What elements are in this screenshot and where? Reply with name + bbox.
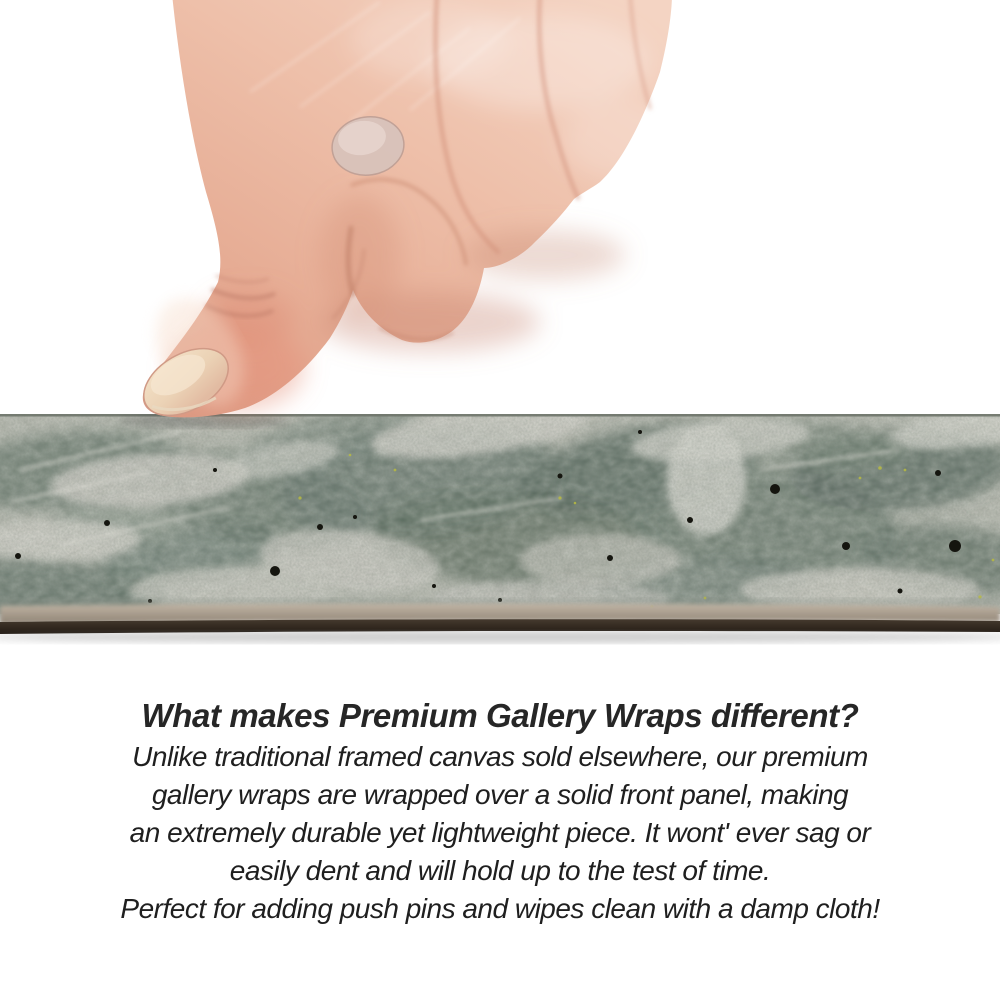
body-line: easily dent and will hold up to the test of time.: [229, 855, 771, 886]
weave-noise-dark: [0, 414, 1000, 614]
canvas-texture: [0, 391, 1000, 634]
canvas-strip-photo: [0, 391, 1000, 643]
section-heading: What makes Premium Gallery Wraps different?: [141, 697, 859, 734]
body-line: Unlike traditional framed canvas sold elsewhere, our premium: [132, 741, 868, 772]
body-line: an extremely durable yet lightweight piece. It wont' ever sag or: [129, 817, 871, 848]
caption-block: [0, 694, 1000, 928]
hand-photo: [132, 0, 680, 429]
body-line: Perfect for adding push pins and wipes clean with a damp cloth!: [120, 893, 880, 924]
body-line: gallery wraps are wrapped over a solid front panel, making: [151, 779, 849, 810]
edge-drop-shadow: [0, 631, 1000, 643]
